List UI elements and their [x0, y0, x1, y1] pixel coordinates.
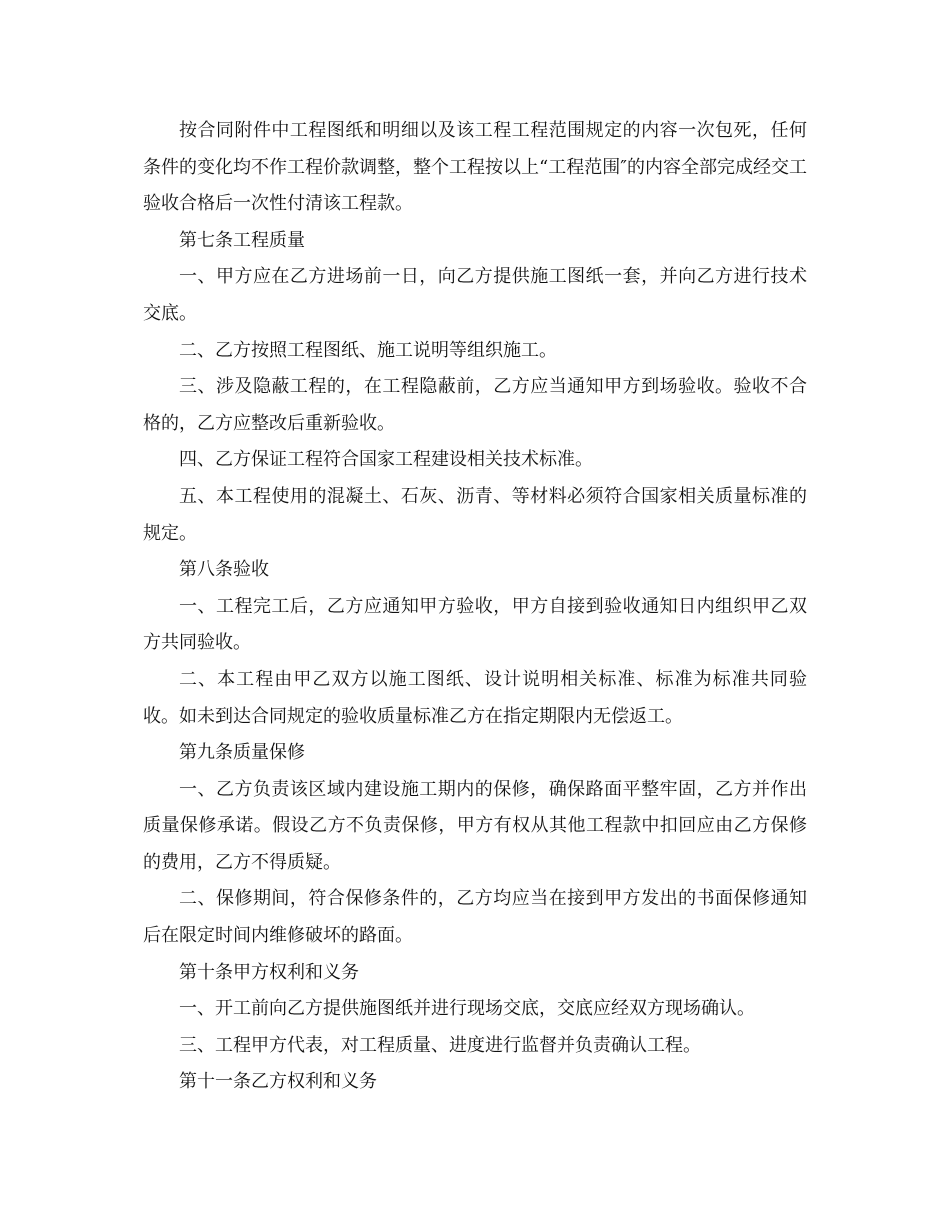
paragraph-7-1: 一、甲方应在乙方进场前一日，向乙方提供施工图纸一套，并向乙方进行技术交底。 [143, 266, 807, 324]
paragraph-7-5: 五、本工程使用的混凝土、石灰、沥青、等材料必须符合国家相关质量标准的规定。 [143, 485, 807, 544]
paragraph-9-1: 一、乙方负责该区域内建设施工期内的保修，确保路面平整牢固，乙方并作出质量保修承诺。假设乙方不负责保修，甲方有权从其他工程款中扣回应由乙方保修的费用，乙方不得质疑。 [143, 778, 807, 873]
paragraph-payment-terms: 按合同附件中工程图纸和明细以及该工程工程范围规定的内容一次包死，任何条件的变化均不作工程价款调整，整个工程按以上“工程范围″的内容全部完成经交工验收合格后一次性付清该工程款。 [143, 120, 807, 215]
heading-article-7: 第七条工程质量 [179, 229, 305, 251]
paragraph-8-1: 一、工程完工后，乙方应通知甲方验收，甲方自接到验收通知日内组织甲乙双方共同验收。 [143, 595, 807, 654]
heading-article-10: 第十条甲方权利和义务 [179, 961, 359, 983]
paragraph-10-1: 一、开工前向乙方提供施图纸并进行现场交底，交底应经双方现场确认。 [179, 998, 755, 1020]
document-body [143, 113, 807, 1101]
heading-article-11: 第十一条乙方权利和义务 [179, 1071, 377, 1093]
paragraph-7-4: 四、乙方保证工程符合国家工程建设相关技术标准。 [179, 449, 593, 471]
paragraph-7-2: 二、乙方按照工程图纸、施工说明等组织施工。 [179, 339, 557, 361]
paragraph-7-3: 三、涉及隐蔽工程的，在工程隐蔽前，乙方应当通知甲方到场验收。验收不合格的，乙方应整改后重新验收。 [143, 376, 807, 434]
heading-article-8: 第八条验收 [179, 559, 269, 581]
heading-article-9: 第九条质量保修 [179, 742, 305, 764]
paragraph-8-2: 二、本工程由甲乙双方以施工图纸、设计说明相关标准、标准为标准共同验收。如未到达合同规定的验收质量标准乙方在指定期限内无偿返工。 [143, 668, 807, 727]
paragraph-9-2: 二、保修期间，符合保修条件的，乙方均应当在接到甲方发出的书面保修通知后在限定时间内维修破坏的路面。 [143, 888, 807, 947]
paragraph-10-3: 三、工程甲方代表，对工程质量、进度进行监督并负责确认工程。 [179, 1034, 701, 1056]
